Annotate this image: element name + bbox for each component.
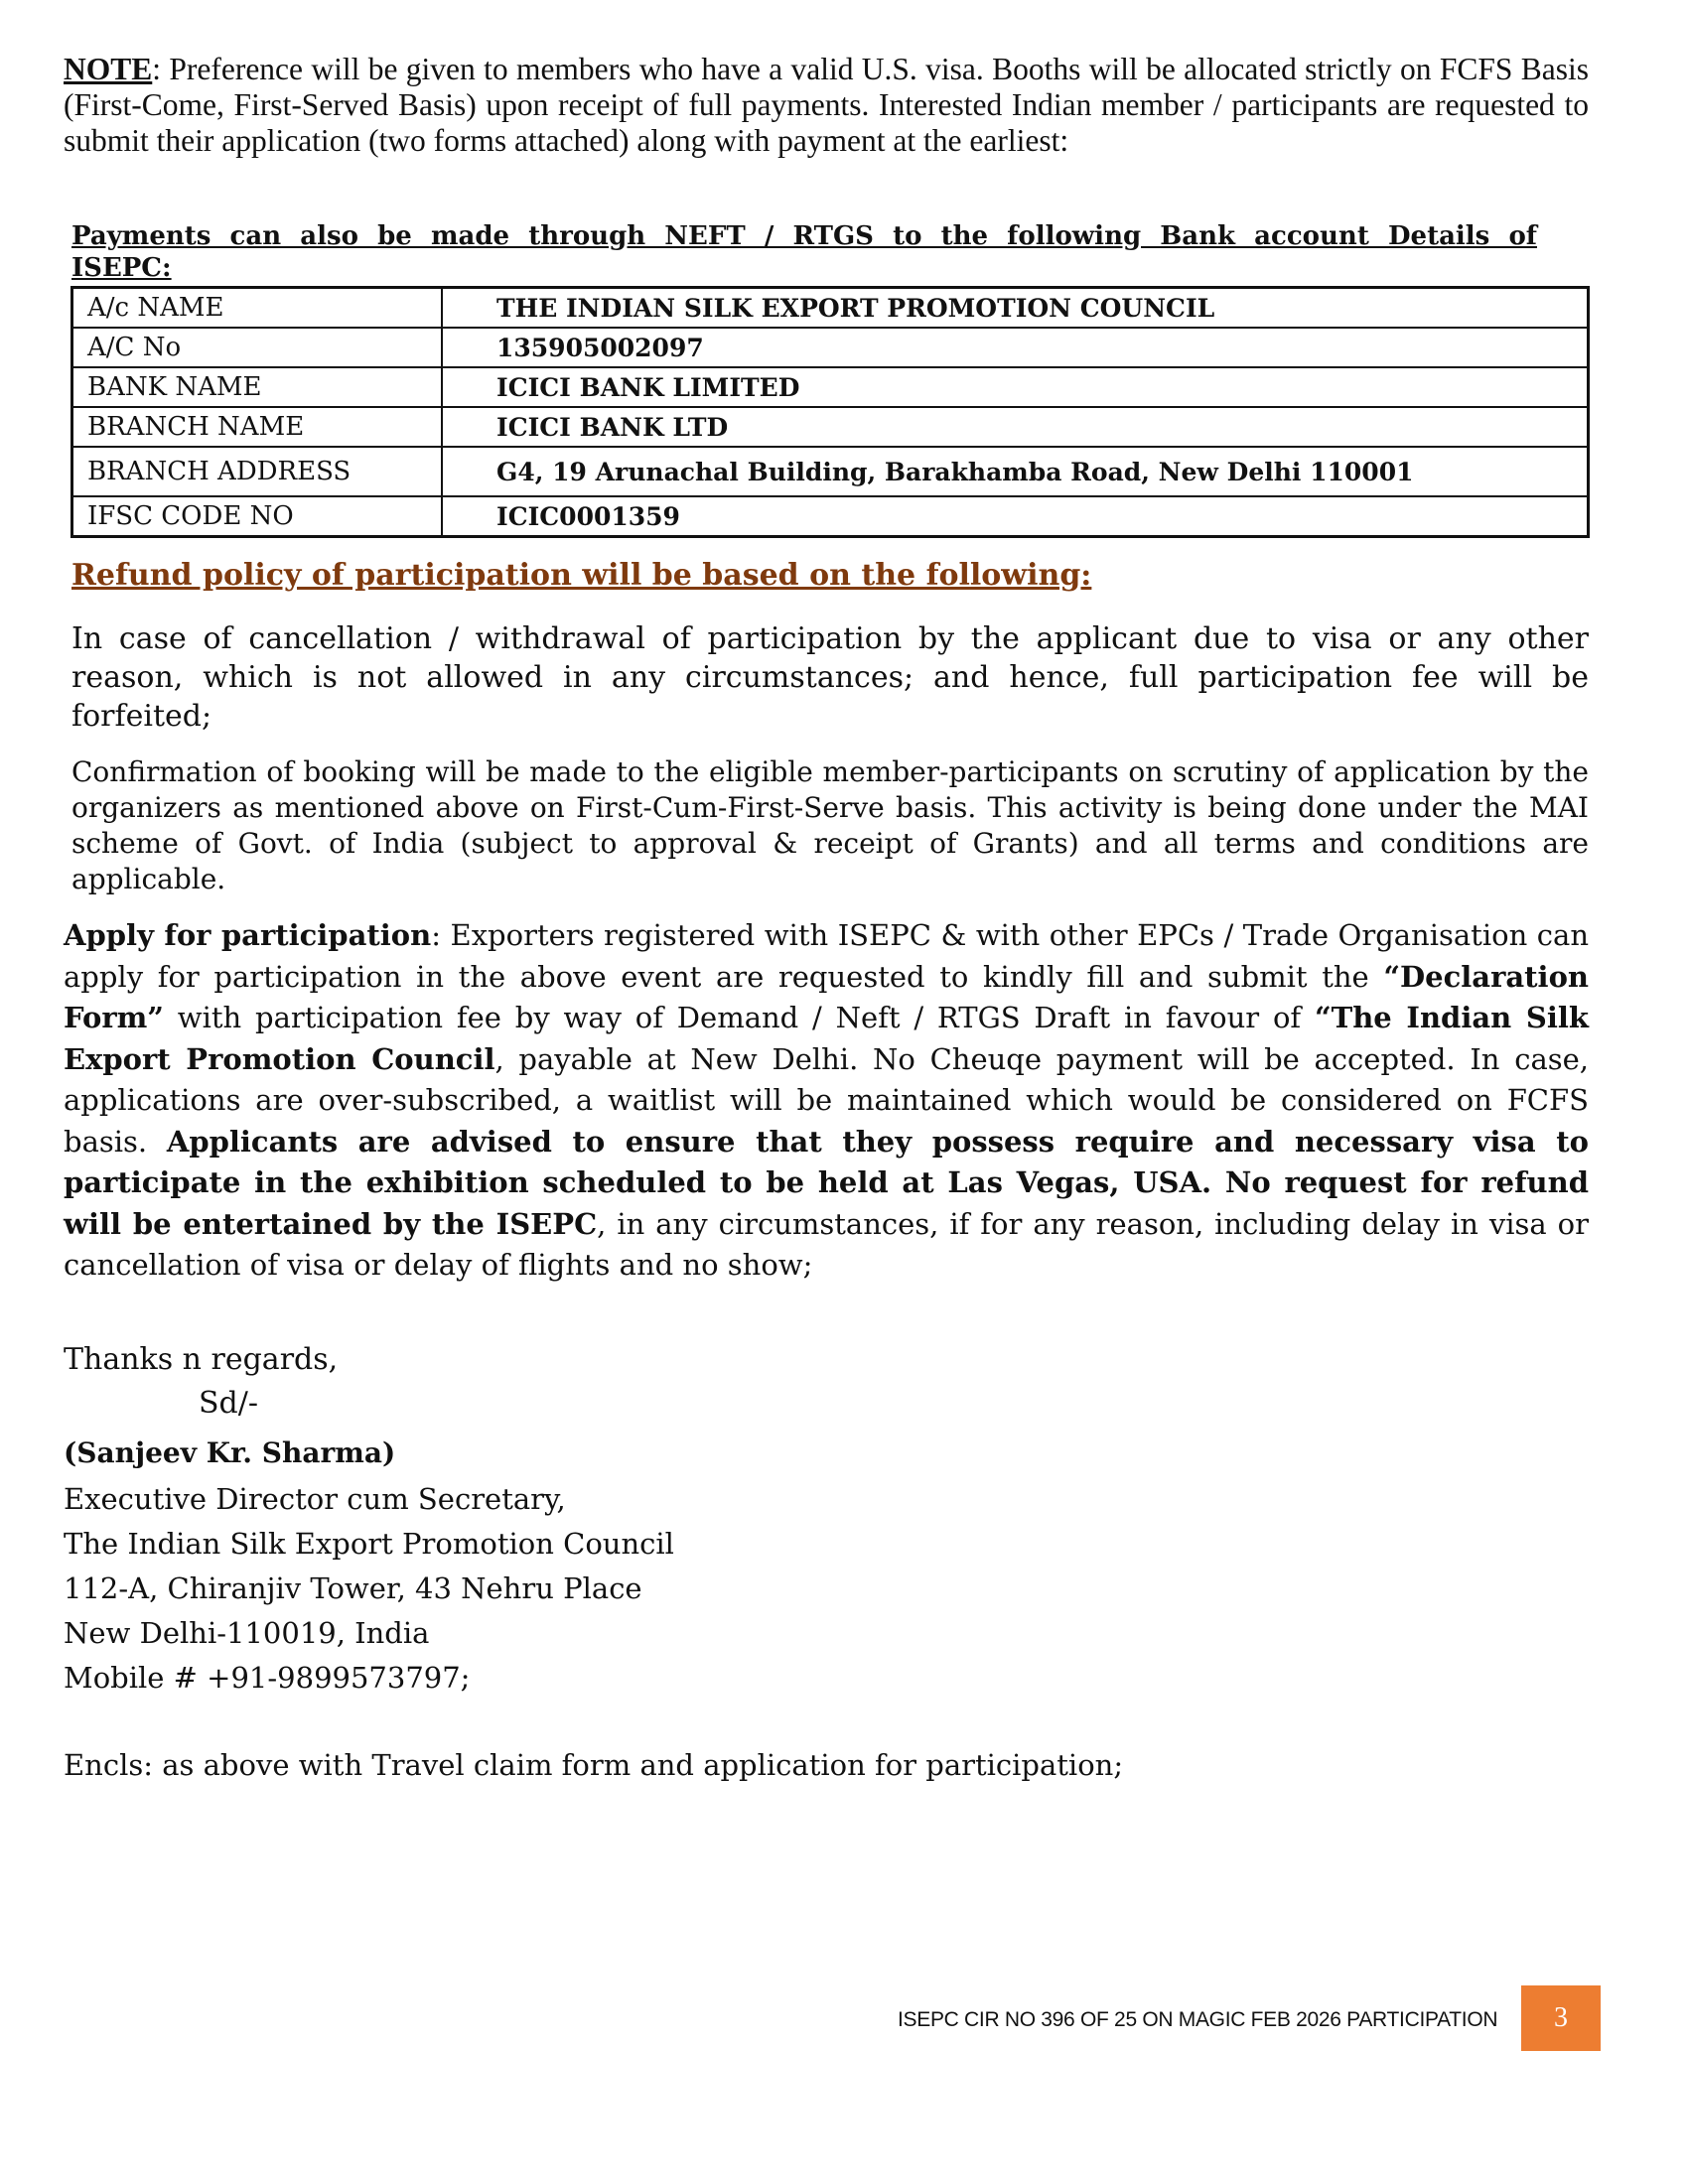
- payee-name: “The Indian Silk Export Promotion Council: [64, 1001, 1589, 1076]
- signatory-name: (Sanjeev Kr. Sharma): [64, 1436, 396, 1469]
- row-label: A/c NAME: [72, 288, 443, 329]
- row-label: BRANCH NAME: [72, 407, 443, 447]
- mobile-number: Mobile # +91-9899573797;: [64, 1661, 471, 1695]
- address-line: 112-A, Chiranjiv Tower, 43 Nehru Place: [64, 1571, 642, 1605]
- declaration-form-ref: “Declaration Form”: [64, 959, 1589, 1034]
- table-row: [72, 328, 1589, 367]
- refund-policy-heading: Refund policy of participation will be based on the following:: [71, 558, 1092, 593]
- apply-paragraph: [64, 915, 1589, 1287]
- row-label: IFSC CODE NO: [72, 496, 443, 537]
- row-label: A/C No: [72, 328, 443, 367]
- organization-name: The Indian Silk Export Promotion Council: [64, 1527, 674, 1561]
- payments-heading: Payments can also be made through NEFT / RTGS to the following Bank account Details of ISEPC:: [71, 221, 1537, 283]
- table-row: [72, 288, 1589, 329]
- table-row: [72, 447, 1589, 496]
- apply-text-4: , in any circumstances, if for any reason, including delay in visa or cancellation of visa or delay of flights and no show;: [64, 1206, 1589, 1282]
- row-value: THE INDIAN SILK EXPORT PROMOTION COUNCIL: [442, 288, 1589, 329]
- signoff: Thanks n regards,: [64, 1342, 339, 1377]
- bank-details-table: [70, 286, 1590, 538]
- signature-mark: Sd/-: [199, 1386, 258, 1421]
- row-value: ICIC0001359: [442, 496, 1589, 537]
- page-number-badge: [1521, 1985, 1601, 2051]
- refund-policy-paragraph: In case of cancellation / withdrawal of participation by the applicant due to visa or any other reason, which is not allowed in any circumstances; and hence, full participation fee will be forfeited;: [71, 621, 1589, 734]
- footer-circular-reference: ISEPC CIR NO 396 OF 25 ON MAGIC FEB 2026 PARTICIPATION: [898, 2008, 1498, 2031]
- visa-advisory: Applicants are advised to ensure that they possess require and necessary visa to participate in the exhibition scheduled to be held at Las Vegas, USA. No request for refund will be entertained by the ISEPC: [64, 1124, 1589, 1241]
- row-label: BRANCH ADDRESS: [72, 447, 443, 496]
- apply-text-2: with participation fee by way of Demand / Neft / RTGS Draft in favour of: [164, 1001, 1315, 1034]
- note-label: NOTE: [64, 52, 153, 86]
- note-text: : Preference will be given to members who have a valid U.S. visa. Booths will be allocated strictly on FCFS Basis (First-Come, First-Served Basis) upon receipt of full payments. Interested Indian member / participants are requested to submit their application (two forms attached) along with payment at the earliest:: [64, 52, 1589, 158]
- apply-lead: Apply for participation: [64, 918, 432, 952]
- signatory-address-block: [64, 1477, 674, 1701]
- row-label: BANK NAME: [72, 367, 443, 407]
- apply-text-1: : Exporters registered with ISEPC & with other EPCs / Trade Organisation can apply for participation in the above event are requested to kindly fill and submit the: [64, 918, 1589, 994]
- table-row: [72, 367, 1589, 407]
- row-value: 135905002097: [442, 328, 1589, 367]
- row-value: ICICI BANK LIMITED: [442, 367, 1589, 407]
- row-value: G4, 19 Arunachal Building, Barakhamba Road, New Delhi 110001: [442, 447, 1589, 496]
- address-city: New Delhi-110019, India: [64, 1616, 430, 1650]
- table-row: [72, 407, 1589, 447]
- page-number: 3: [1554, 2002, 1568, 2033]
- row-value: ICICI BANK LTD: [442, 407, 1589, 447]
- confirmation-paragraph: Confirmation of booking will be made to the eligible member-participants on scrutiny of application by the organizers as mentioned above on First-Cum-First-Serve basis. This activity is being done under the MAI scheme of Govt. of India (subject to approval & receipt of Grants) and all terms and conditions are applicable.: [71, 755, 1589, 895]
- enclosures-note: Encls: as above with Travel claim form and application for participation;: [64, 1748, 1124, 1782]
- table-row: [72, 496, 1589, 537]
- signatory-title: Executive Director cum Secretary,: [64, 1482, 566, 1516]
- apply-text-3: , payable at New Delhi. No Cheuqe payment will be accepted. In case, applications are over-subscribed, a waitlist will be maintained which would be considered on FCFS basis.: [64, 1041, 1589, 1159]
- note-paragraph: [64, 52, 1589, 159]
